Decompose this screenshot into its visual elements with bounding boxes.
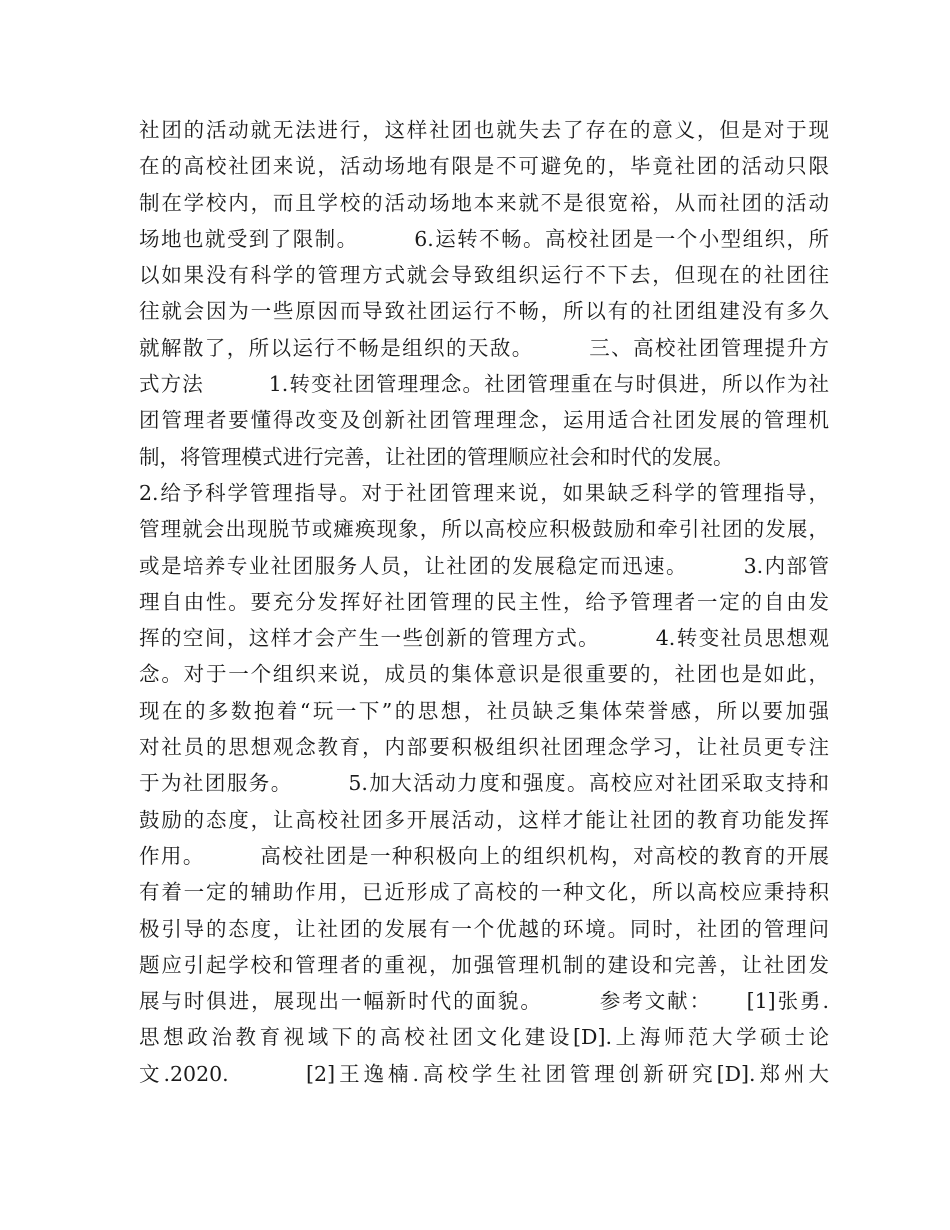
text-line: 作用。 高校社团是一种积极向上的组织机构，对高校的教育的开展 (139, 843, 829, 868)
text-line: 有着一定的辅助作用，已近形成了高校的一种文化，所以高校应秉持积 (139, 880, 829, 905)
body-text (139, 112, 829, 1092)
text-line: 就解散了，所以运行不畅是组织的天敌。 三、高校社团管理提升方 (139, 335, 829, 360)
text-line: 对社员的思想观念教育，内部要积极组织社团理念学习，让社员更专注 (139, 735, 829, 760)
text-line: 2.给予科学管理指导。对于社团管理来说，如果缺乏科学的管理指导， (139, 480, 829, 505)
text-line: 念。对于一个组织来说，成员的集体意识是很重要的，社团也是如此， (139, 662, 829, 687)
text-line: 文.2020. [2]王逸楠.高校学生社团管理创新研究[D].郑州大 (139, 1061, 829, 1086)
text-line: 挥的空间，这样才会产生一些创新的管理方式。 4.转变社员思想观 (139, 626, 829, 651)
text-line: 于为社团服务。 5.加大活动力度和强度。高校应对社团采取支持和 (139, 771, 829, 796)
text-line: 制，将管理模式进行完善，让社团的管理顺应社会和时代的发展。 (139, 444, 734, 469)
text-line: 制在学校内，而且学校的活动场地本来就不是很宽裕，从而社团的活动 (139, 190, 829, 215)
text-line: 题应引起学校和管理者的重视，加强管理机制的建设和完善，让社团发 (139, 952, 829, 977)
text-line: 展与时俱进，展现出一幅新时代的面貌。 参考文献： [1]张勇. (139, 989, 829, 1014)
text-line: 场地也就受到了限制。 6.运转不畅。高校社团是一个小型组织，所 (139, 226, 829, 251)
text-line: 团管理者要懂得改变及创新社团管理理念，运用适合社团发展的管理机 (139, 408, 829, 433)
text-line: 理自由性。要充分发挥好社团管理的民主性，给予管理者一定的自由发 (139, 589, 829, 614)
text-line: 管理就会出现脱节或瘫痪现象，所以高校应积极鼓励和牵引社团的发展， (139, 517, 829, 542)
text-line: 社团的活动就无法进行，这样社团也就失去了存在的意义，但是对于现 (139, 118, 829, 142)
text-line: 以如果没有科学的管理方式就会导致组织运行不下去，但现在的社团往 (139, 263, 829, 288)
text-line: 思想政治教育视域下的高校社团文化建设[D].上海师范大学硕士论 (139, 1025, 829, 1050)
text-line: 极引导的态度，让社团的发展有一个优越的环境。同时，社团的管理问 (139, 916, 829, 941)
text-line: 在的高校社团来说，活动场地有限是不可避免的，毕竟社团的活动只限 (139, 154, 829, 179)
text-line: 鼓励的态度，让高校社团多开展活动，这样才能让社团的教育功能发挥 (139, 807, 829, 832)
text-line: 或是培养专业社团服务人员，让社团的发展稳定而迅速。 3.内部管 (139, 553, 829, 578)
text-line: 式方法 1.转变社团管理理念。社团管理重在与时俱进，所以作为社 (139, 372, 829, 397)
text-line: 现在的多数抱着“玩一下”的思想，社员缺乏集体荣誉感，所以要加强 (139, 698, 829, 723)
text-line: 往就会因为一些原因而导致社团运行不畅，所以有的社团组建没有多久 (139, 299, 829, 324)
